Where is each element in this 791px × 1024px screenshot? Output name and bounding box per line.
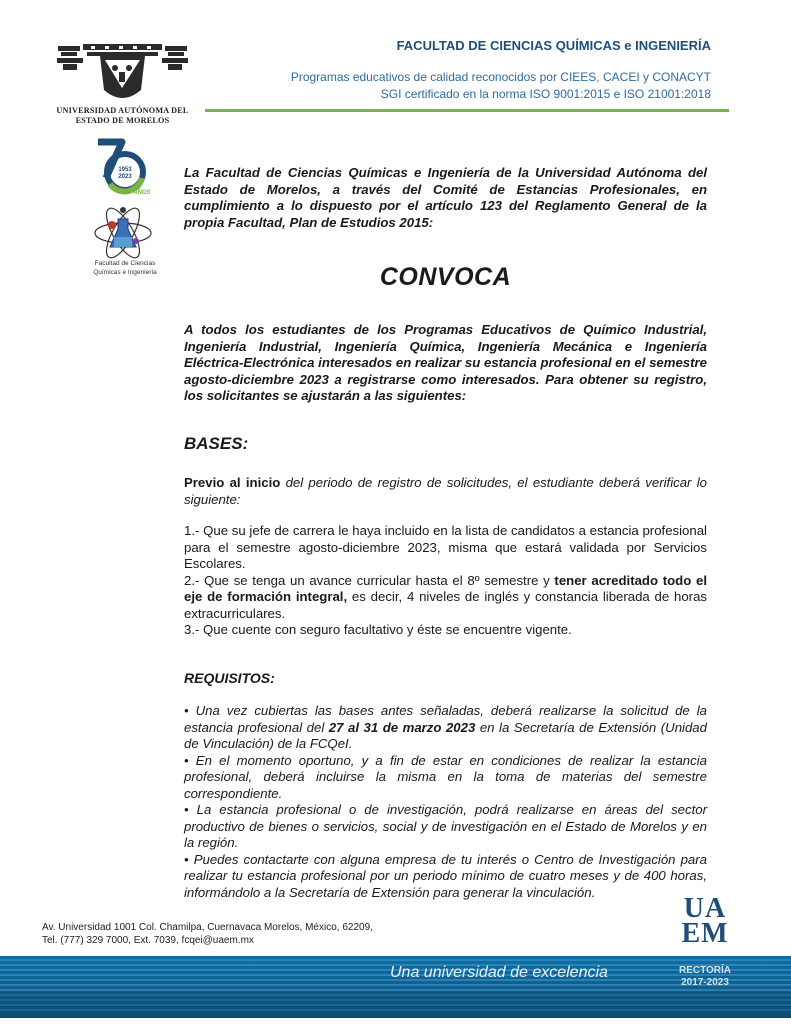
faculty-caption-line2: Químicas e Ingeniería	[93, 269, 157, 276]
bases-item-2-text-b: es decir, 4 niveles de inglés y constancia liberada de horas extracurriculares.	[184, 589, 707, 621]
address-line-1: Av. Universidad 1001 Col. Chamilpa, Cuernavaca Morelos, México, 62209,	[42, 922, 373, 933]
university-logo	[55, 40, 190, 130]
university-name	[55, 106, 190, 126]
uaem-logo	[675, 893, 735, 949]
bases-intro-bold: Previo al inicio	[184, 475, 281, 490]
requisito-item-4: • Puedes contactarte con alguna empresa de tu interés o Centro de Investigación para realizar tu estancia profesional por un periodo mínimo de cuatro meses y de 400 horas, informándolo a la Secretaría de Extensión para generar la vinculación.	[184, 851, 707, 900]
bases-intro-text: del periodo de registro de solicitudes, el estudiante deberá verificar lo siguiente:	[184, 475, 707, 507]
address-line-2: Tel. (777) 329 7000, Ext. 7039, fcqei@uaem.mx	[42, 935, 254, 946]
requisito-item-1-text-a: • Una vez cubiertas las bases antes señaladas, deberá realizarse la solicitud de la estancia profesional del	[184, 703, 707, 735]
bases-item-1: 1.- Que su jefe de carrera le haya incluido en la lista de candidatos a estancia profesional para el semestre agosto-diciembre 2023, misma que estará validada por Servicios Escolares.	[184, 523, 707, 571]
atom-flask-icon	[92, 205, 154, 263]
requisito-item-1-text-b: en la Secretaría de Extensión (Unidad de Vinculación) de la FCQeI.	[184, 719, 707, 751]
bases-heading: BASES:	[184, 434, 249, 453]
anniversary-years-start: 1953	[118, 167, 132, 173]
footer-base-strip	[0, 1018, 791, 1024]
requisito-item-1-bold: 27 al 31 de marzo 2023	[328, 719, 476, 735]
anniversary-label: AÑOS	[133, 190, 150, 196]
requisito-item-2: • En el momento oportuno, y a fin de estar en condiciones de realizar la estancia profesional, deberá incluirse la misma en la toma de materias del semestre correspondiente.	[184, 752, 707, 801]
anniversary-70-icon	[92, 138, 150, 200]
bases-item-2-text-a: 2.- Que se tenga un avance curricular hasta el 8º semestre y	[184, 572, 555, 588]
bases-intro	[184, 475, 707, 508]
intro-paragraph: La Facultad de Ciencias Químicas e Ingeniería de la Universidad Autónoma del Estado de Morelos, a través del Comité de Estancias Profesionales, en cumplimiento a lo dispuesto por el artículo 123 del Reglamento General de la propia Facultad, Plan de Estudios 2015:	[184, 165, 707, 230]
uaem-logo-line1: UA	[683, 893, 727, 924]
requisito-item-3: • La estancia profesional o de investigación, podrá realizarse en áreas del sector productivo de bienes o servicios, social y de investigación en el Estado de Morelos y en la región.	[184, 802, 707, 850]
footer-slogan: Una universidad de excelencia	[390, 964, 608, 981]
bases-item-2	[184, 573, 707, 623]
bases-item-2-bold: tener acreditado todo el eje de formación integral,	[184, 572, 707, 604]
anniversary-years-end: 2023	[118, 174, 132, 180]
bases-item-3: 3.- Que cuente con seguro facultativo y éste se encuentre vigente.	[184, 622, 572, 637]
faculty-logo-caption	[80, 259, 170, 277]
faculty-caption-line1: Facultad de Ciencias	[94, 260, 156, 267]
university-name-line2: ESTADO DE MORELOS	[75, 116, 170, 125]
convoca-heading: CONVOCA	[379, 263, 512, 291]
header-divider	[205, 109, 729, 112]
university-crest-icon	[55, 40, 190, 106]
requisitos-list	[184, 703, 707, 901]
target-paragraph: A todos los estudiantes de los Programas Educativos de Químico Industrial, Ingeniería Industrial, Ingeniería Química, Ingeniería Mecánica e Ingeniería Eléctrica-Electrónica interesados en realizar su estancia profesional en el semestre agosto-diciembre 2023 a registrarse como interesados. Para obtener su registro, los solicitantes se ajustarán a las siguientes:	[184, 322, 707, 403]
uaem-logo-line2: EM	[681, 918, 729, 949]
rectoria-years: 2017-2023	[681, 977, 729, 988]
requisito-item-1	[184, 703, 707, 753]
faculty-logo	[92, 205, 154, 263]
bases-list	[184, 523, 707, 639]
university-name-line1: UNIVERSIDAD AUTÓNOMA DEL	[56, 106, 189, 115]
footer-address	[42, 921, 373, 947]
requisitos-heading: REQUISITOS:	[184, 670, 275, 686]
anniversary-logo	[92, 138, 150, 200]
rectoria-label: RECTORÍA	[678, 965, 732, 976]
sgi-certification-line: SGI certificado en la norma ISO 9001:2015 e ISO 21001:2018	[380, 87, 711, 101]
faculty-title: FACULTAD DE CIENCIAS QUÍMICAS e INGENIERÍA	[396, 38, 711, 53]
programs-accreditation-line: Programas educativos de calidad reconocidos por CIEES, CACEI y CONACYT	[290, 70, 711, 84]
